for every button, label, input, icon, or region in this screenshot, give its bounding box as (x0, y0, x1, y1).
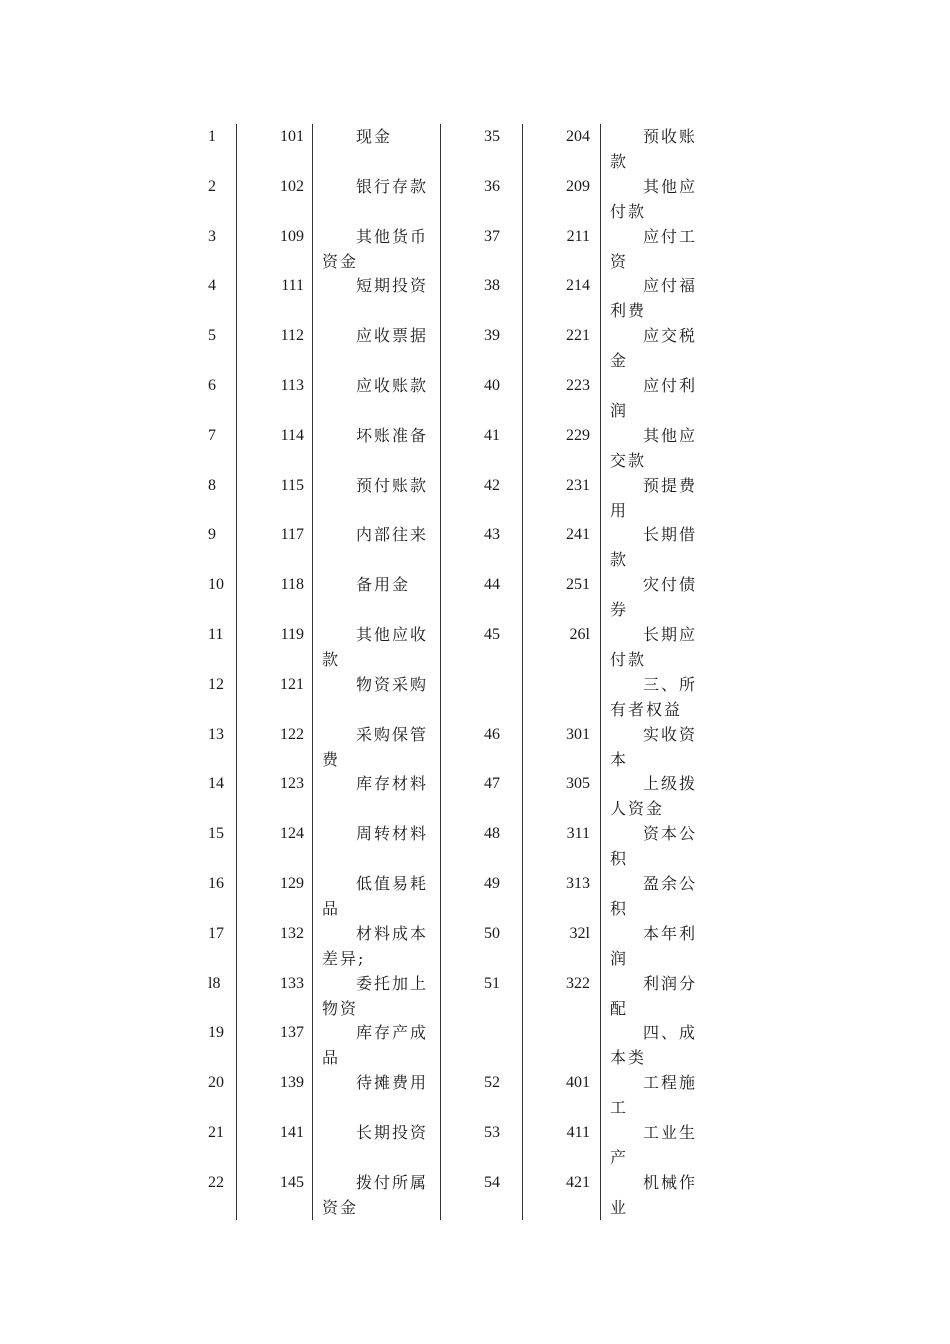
name2-cell: 三、所有者权益 (610, 674, 698, 719)
accounts-table (198, 124, 708, 1220)
code2-cell: 401 (566, 1074, 590, 1092)
table-row (198, 373, 708, 423)
seq-cell: 5 (208, 327, 216, 345)
code2-cell: 421 (566, 1173, 590, 1191)
code2-cell: 411 (566, 1124, 590, 1141)
seq2-cell: 53 (484, 1124, 500, 1141)
name-cell: 库存材料 (356, 774, 429, 794)
code-cell: 129 (280, 875, 304, 892)
seq-cell: 7 (208, 426, 216, 444)
name2-cell: 资本公积 (610, 824, 698, 869)
code2-cell: 221 (566, 327, 590, 345)
name-cell: 应收账款 (356, 376, 429, 395)
name-cell: 长期投资 (356, 1123, 429, 1142)
seq2-cell: 37 (484, 227, 500, 245)
seq-cell: 19 (208, 1024, 224, 1042)
name-cell: 待摊费用 (356, 1073, 429, 1093)
code2-cell: 32l (569, 924, 590, 942)
name-cell: 其他货币资金 (322, 226, 429, 271)
table-row (198, 1120, 708, 1170)
table-row (198, 622, 708, 672)
seq2-cell: 43 (484, 526, 500, 544)
seq-cell: 20 (208, 1074, 224, 1092)
table-row (198, 1020, 708, 1070)
seq2-cell: 49 (484, 875, 500, 892)
name-cell: 坏账准备 (356, 425, 429, 445)
seq2-cell: 54 (484, 1173, 500, 1191)
table-row (198, 672, 708, 722)
seq2-cell: 35 (484, 128, 500, 145)
seq2-cell: 40 (484, 377, 500, 394)
code2-cell: 214 (566, 277, 590, 295)
name-cell: 库存产成品 (322, 1023, 429, 1068)
code2-cell: 313 (566, 875, 590, 892)
seq-cell: l8 (208, 974, 221, 992)
seq2-cell: 36 (484, 177, 500, 195)
seq-cell: 15 (208, 825, 224, 843)
code2-cell: 322 (566, 974, 590, 992)
code2-cell: 229 (566, 426, 590, 444)
name2-cell: 工业生产 (610, 1123, 698, 1167)
name2-cell: 利润分配 (610, 973, 698, 1018)
name-cell: 材料成本差异; (322, 923, 429, 968)
table-row (198, 273, 708, 323)
seq-cell: 12 (208, 675, 224, 693)
seq-cell: 10 (208, 576, 224, 594)
name-cell: 采购保管费 (322, 724, 429, 769)
seq2-cell: 52 (484, 1074, 500, 1092)
code2-cell: 231 (566, 476, 590, 494)
table-row (198, 174, 708, 224)
seq-cell: 2 (208, 177, 216, 195)
code-cell: 113 (280, 377, 304, 394)
seq-cell: 6 (208, 377, 216, 394)
table-row (198, 224, 708, 274)
name-cell: 现金 (356, 127, 393, 146)
code2-cell: 251 (566, 576, 590, 594)
name-cell: 拨付所属资金 (322, 1172, 429, 1217)
table-row (198, 921, 708, 971)
seq-cell: 22 (208, 1173, 224, 1191)
name2-cell: 上级拨人资金 (610, 774, 698, 819)
name2-cell: 盈余公积 (610, 874, 698, 918)
seq2-cell: 45 (484, 626, 500, 643)
name2-cell: 应付福利费 (610, 276, 698, 321)
seq2-cell: 50 (484, 924, 500, 942)
seq2-cell: 38 (484, 277, 500, 295)
name-cell: 应收票据 (356, 326, 429, 346)
code-cell: 123 (280, 775, 304, 793)
code-cell: 115 (280, 476, 304, 494)
name-cell: 低值易耗品 (322, 874, 429, 918)
table-row (198, 971, 708, 1021)
code-cell: 117 (280, 526, 304, 544)
seq-cell: 16 (208, 875, 224, 892)
seq-cell: 14 (208, 775, 224, 793)
name2-cell: 其他应交款 (610, 425, 698, 470)
code-cell: 145 (280, 1173, 304, 1191)
code2-cell: 209 (566, 177, 590, 195)
name-cell: 委托加上物资 (322, 973, 429, 1018)
name2-cell: 工程施工 (610, 1073, 698, 1118)
name2-cell: 预提费用 (610, 475, 698, 520)
seq-cell: 3 (208, 227, 216, 245)
code2-cell: 211 (566, 227, 590, 245)
name2-cell: 应付利润 (610, 376, 698, 420)
code-cell: 137 (280, 1024, 304, 1042)
table-row (198, 124, 708, 174)
seq2-cell: 47 (484, 775, 500, 793)
code2-cell: 301 (566, 725, 590, 743)
seq2-cell: 41 (484, 426, 500, 444)
table-row (198, 522, 708, 572)
name-cell: 备用金 (356, 575, 411, 595)
table-row (198, 473, 708, 523)
code-cell: 133 (280, 974, 304, 992)
seq2-cell: 48 (484, 825, 500, 843)
table-row (198, 323, 708, 373)
code2-cell: 311 (566, 825, 590, 843)
name-cell: 预付账款 (356, 475, 429, 495)
table-row (198, 423, 708, 473)
name-cell: 银行存款 (356, 176, 429, 196)
name-cell: 周转材料 (356, 824, 429, 844)
name-cell: 短期投资 (356, 276, 429, 296)
name2-cell: 长期借款 (610, 525, 698, 570)
code-cell: 141 (280, 1124, 304, 1141)
seq-cell: 13 (208, 725, 224, 743)
code2-cell: 223 (566, 377, 590, 394)
code2-cell: 204 (566, 128, 590, 145)
name2-cell: 其他应付款 (610, 176, 698, 221)
name2-cell: 四、成本类 (610, 1023, 698, 1068)
seq-cell: 1 (208, 128, 216, 145)
code-cell: 109 (280, 227, 304, 245)
table-row (198, 1170, 708, 1220)
code-cell: 122 (280, 725, 304, 743)
code-cell: 101 (280, 128, 304, 145)
name-cell: 内部往来 (356, 525, 429, 545)
code-cell: 132 (280, 924, 304, 942)
code-cell: 114 (280, 426, 304, 444)
name2-cell: 本年利润 (610, 923, 698, 968)
code-cell: 124 (280, 825, 304, 843)
code-cell: 102 (280, 177, 304, 195)
seq2-cell: 42 (484, 476, 500, 494)
code-cell: 139 (280, 1074, 304, 1092)
name2-cell: 机械作业 (610, 1172, 698, 1217)
table-row (198, 572, 708, 622)
name-cell: 其他应收款 (322, 625, 429, 669)
code-cell: 111 (281, 277, 304, 295)
table-row (198, 771, 708, 821)
code-cell: 118 (280, 576, 304, 594)
seq2-cell: 44 (484, 576, 500, 594)
code2-cell: 26l (569, 626, 590, 643)
seq2-cell: 51 (484, 974, 500, 992)
code2-cell: 241 (566, 526, 590, 544)
code2-cell: 305 (566, 775, 590, 793)
name2-cell: 应交税金 (610, 326, 698, 371)
seq2-cell: 39 (484, 327, 500, 345)
table-row (198, 722, 708, 772)
seq-cell: 21 (208, 1124, 224, 1141)
name2-cell: 实收资本 (610, 724, 698, 769)
seq-cell: 17 (208, 924, 224, 942)
seq-cell: 9 (208, 526, 216, 544)
name2-cell: 预收账款 (610, 127, 698, 171)
seq-cell: 8 (208, 476, 216, 494)
code-cell: 112 (280, 327, 304, 345)
name-cell: 物资采购 (356, 674, 429, 694)
seq-cell: 11 (208, 626, 224, 643)
seq2-cell: 46 (484, 725, 500, 743)
seq-cell: 4 (208, 277, 216, 295)
name2-cell: 应付工资 (610, 226, 698, 271)
code-cell: 119 (280, 626, 304, 643)
table-row (198, 871, 708, 921)
code-cell: 121 (280, 675, 304, 693)
table-row (198, 821, 708, 871)
name2-cell: 长期应付款 (610, 625, 698, 669)
name2-cell: 灾付债券 (610, 575, 698, 620)
table-row (198, 1070, 708, 1120)
